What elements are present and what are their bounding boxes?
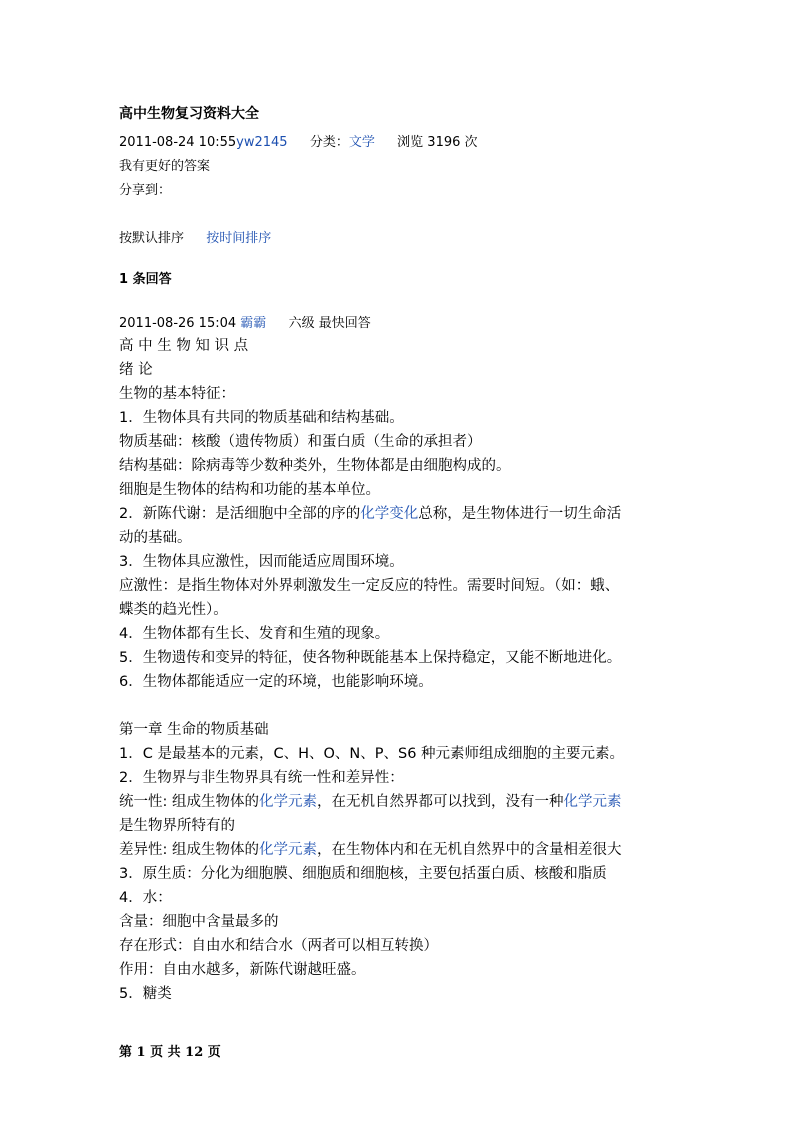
answer-line [119, 550, 624, 574]
category-label: 分类： [309, 135, 349, 150]
line-text: 1．C 是最基本的元素，C、H、O、N、P、S6 种元素师组成细胞的主要元素。 [119, 746, 625, 762]
line-text: 差异性: 组成生物体的 [119, 842, 259, 858]
line-text: 动的基础。 [119, 530, 192, 546]
answer-line [119, 958, 624, 982]
line-text: 3．生物体具应激性，因而能适应周围环境。 [119, 554, 404, 570]
line-text: 2．新陈代谢：是活细胞中全部的序的 [119, 506, 361, 522]
line-text: 2．生物界与非生物界具有统一性和差异性： [119, 770, 404, 786]
keyword-link[interactable]: 化学元素 [563, 794, 622, 810]
line-text: 总称，是生物体进行一切生命活 [418, 506, 622, 522]
sort-options [119, 227, 271, 251]
line-text: 绪 论 [119, 362, 153, 378]
line-text: 含量：细胞中含量最多的 [119, 914, 279, 930]
line-text: 物质基础：核酸（遗传物质）和蛋白质（生命的承担者） [119, 434, 482, 450]
answer-line [119, 814, 624, 838]
answer-user-link[interactable]: 霸霸 [240, 316, 267, 331]
category-link[interactable]: 文学 [348, 135, 375, 150]
line-text: 1．生物体具有共同的物质基础和结构基础。 [119, 410, 404, 426]
line-text: 4．水： [119, 890, 172, 906]
better-answer-link[interactable]: 我有更好的答案 [119, 159, 211, 174]
answer-line [119, 670, 624, 694]
post-datetime: 2011-08-24 10:55 [119, 135, 237, 150]
page-title: 高中生物复习资料大全 [119, 106, 259, 122]
line-text: 6．生物体都能适应一定的环境，也能影响环境。 [119, 674, 433, 690]
line-text: 5．糖类 [119, 986, 172, 1002]
line-text: 3．原生质：分化为细胞膜、细胞质和细胞核，主要包括蛋白质、核酸和脂质 [119, 866, 607, 882]
answer-line [119, 934, 624, 958]
answer-body [119, 334, 624, 1006]
question-meta [119, 131, 478, 155]
line-text: 统一性: 组成生物体的 [119, 794, 259, 810]
answer-line [119, 358, 624, 382]
answer-line [119, 718, 624, 742]
answer-line [119, 742, 624, 766]
answer-line [119, 502, 624, 526]
line-text: 4．生物体都有生长、发育和生殖的现象。 [119, 626, 390, 642]
line-text: 高 中 生 物 知 识 点 [119, 338, 249, 354]
line-text: 细胞是生物体的结构和功能的基本单位。 [119, 482, 380, 498]
share-label: 分享到： [119, 183, 172, 198]
line-text: 作用：自由水越多，新陈代谢越旺盛。 [119, 962, 366, 978]
sort-by-time[interactable]: 按时间排序 [206, 231, 272, 246]
answer-line [119, 598, 624, 622]
sort-default[interactable]: 按默认排序 [119, 231, 185, 246]
line-text: ，在无机自然界都可以找到，没有一种 [317, 794, 564, 810]
line-text: 是生物界所特有的 [119, 818, 235, 834]
answer-line [119, 886, 624, 910]
answer-datetime: 2011-08-26 15:04 [119, 316, 237, 331]
answer-fastest: 最快回答 [318, 316, 371, 331]
answer-line [119, 694, 624, 718]
answer-line [119, 334, 624, 358]
view-count: 浏览 3196 次 [397, 135, 478, 150]
answer-line [119, 574, 624, 598]
line-text: 第一章 生命的物质基础 [119, 722, 269, 738]
answer-line [119, 910, 624, 934]
answer-line [119, 862, 624, 886]
line-text: 存在形式：自由水和结合水（两者可以相互转换） [119, 938, 438, 954]
answer-line [119, 478, 624, 502]
line-text: ，在生物体内和在无机自然界中的含量相差很大 [317, 842, 622, 858]
answer-line [119, 526, 624, 550]
answer-line [119, 790, 624, 814]
line-text: 5．生物遗传和变异的特征，使各物种既能基本上保持稳定，又能不断地进化。 [119, 650, 622, 666]
keyword-link[interactable]: 化学元素 [259, 842, 317, 858]
line-text: 结构基础：除病毒等少数种类外，生物体都是由细胞构成的。 [119, 458, 511, 474]
answer-line [119, 454, 624, 478]
keyword-link[interactable]: 化学变化 [360, 506, 419, 522]
answer-line [119, 382, 624, 406]
line-text: 蝶类的趋光性）。 [119, 602, 228, 618]
answer-line [119, 838, 624, 862]
line-text: 应激性：是指生物体对外界刺激发生一定反应的特性。需要时间短。（如：蛾、 [119, 578, 620, 594]
answer-line [119, 406, 624, 430]
author-link[interactable]: yw2145 [236, 135, 288, 150]
page-footer: 第 1 页 共 12 页 [119, 1045, 221, 1060]
answer-line [119, 766, 624, 790]
answer-line [119, 982, 624, 1006]
keyword-link[interactable]: 化学元素 [259, 794, 317, 810]
answer-meta [119, 312, 371, 336]
answer-line [119, 646, 624, 670]
answer-level: 六级 [288, 316, 315, 331]
line-text: 生物的基本特征： [119, 386, 235, 402]
answer-line [119, 430, 624, 454]
answer-line [119, 622, 624, 646]
answer-count: 1 条回答 [119, 272, 172, 287]
